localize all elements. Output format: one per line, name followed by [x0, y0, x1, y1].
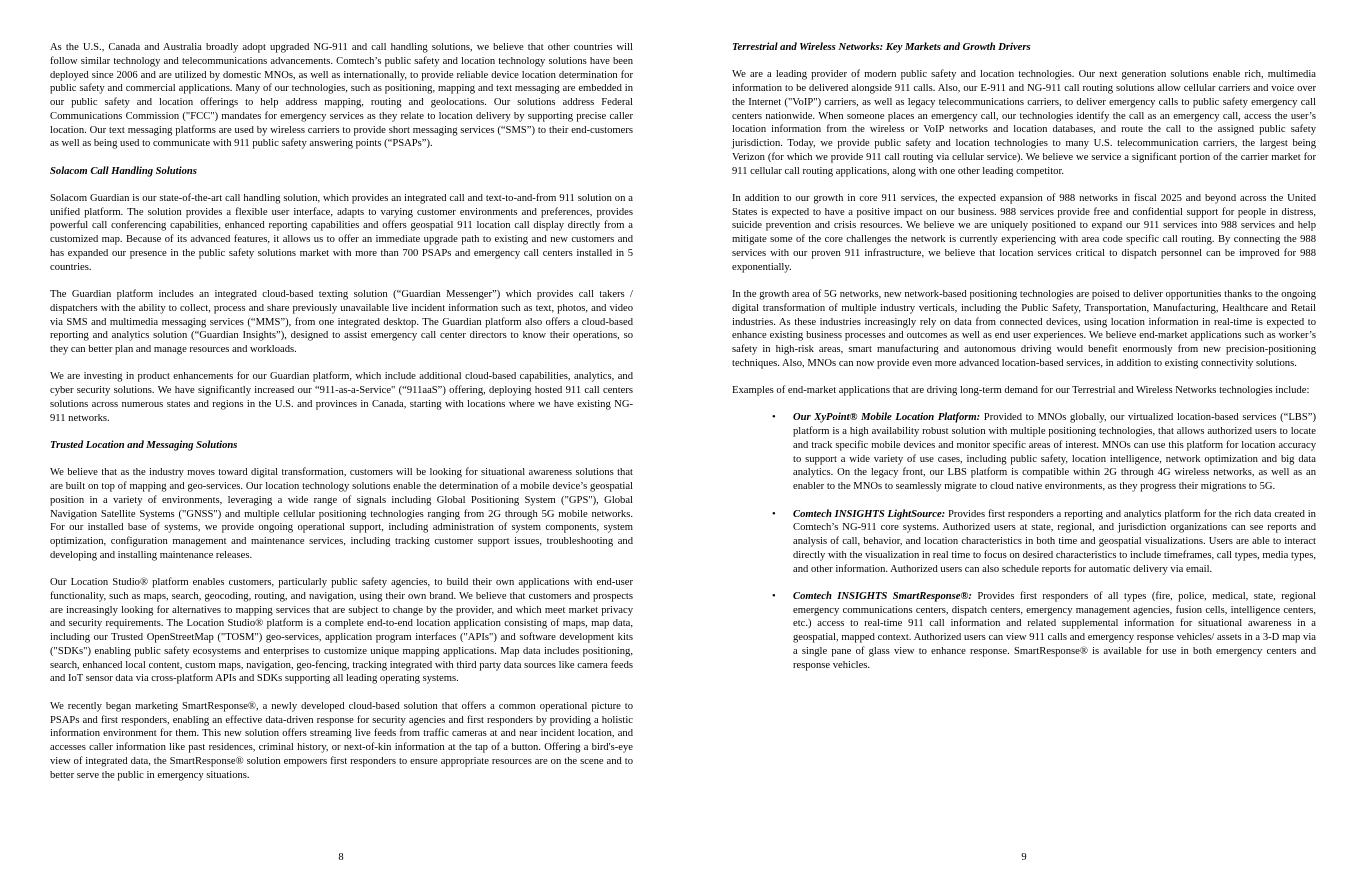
left-page	[0, 0, 682, 889]
bullet-icon: •	[772, 412, 776, 424]
applications-list	[732, 411, 1316, 672]
intro-paragraph: As the U.S., Canada and Australia broadly adopt upgraded NG-911 and call handling solutions, we believe that other countries will follow similar technology and telecommunications advancements. Comtech’s public safety and location technology solutions have been deployed since 2006 and are utilized by domestic MNOs, as well as internationally, to provide reliable device location determination for public safety and commercial applications. Many of our technologies, such as positioning, mapping and text messaging are embedded in our public safety and location offerings to help address mapping, routing and geolocations. Our solutions address Federal Communications Commission ("FCC") mandates for emergency services as they relate to location delivery by supporting precise caller location. Our text messaging platforms are used by wireless carriers to provide short messaging services (“SMS”) to their end-customers as well as being used to communicate with 911 public safety answering points (“PSAPs”).	[50, 42, 633, 150]
list-item	[732, 508, 1316, 577]
terrestrial-paragraph: In addition to our growth in core 911 services, the expected expansion of 988 networks in fiscal 2025 and beyond across the United States is expected to have a positive impact on our business. 988 services provide free and confidential support for people in distress, suicide prevention and crisis resources. We believe we are uniquely positioned to expand our 911 services into 988 services and help mitigate some of the core challenges the network is currently experiencing with area code specific call routing. By connecting the 988 services with our proven 911 infrastructure, we believe that location services critical to dispatch personnel can be improved for 988 exponentially.	[732, 192, 1316, 273]
bullet-lead: Comtech INSIGHTS SmartResponse®:	[793, 590, 972, 602]
list-item	[732, 590, 1316, 673]
bullet-icon: •	[772, 508, 776, 520]
terrestrial-paragraph: We are a leading provider of modern public safety and location technologies. Our next generation solutions enable rich, multimedia information to be delivered alongside 911 calls. Also, our E-911 and NG-911 call routing solutions allow cellular carriers and voice over the Internet ("VoIP") carriers, as well as legacy telecommunications carriers, to deliver emergency calls to public safety emergency call centers nationwide. When someone places an emergency call, our technologies identify the call as an emergency call, access the user’s location information from the wireless or VoIP networks and location databases, and route the call to the assigned public safety jurisdiction. Today, we provide public safety and location technologies to many U.S. telecommunication carriers, the largest being Verizon (for which we provide 911 call routing via cellular service). We believe we service a significant portion of the carrier market for 911 cellular call routing applications, along with one other leading competitor.	[732, 69, 1316, 177]
solacom-paragraph: We are investing in product enhancements for our Guardian platform, which include additional cloud-based capabilities, analytics, and cyber security solutions. We have significantly increased our “911-as-a-Service" (“911aaS”) offering, deploying hosted 911 call centers solutions across numerous states and regions in the U.S. and provinces in Canada, starting with locations where we have existing NG-911 networks.	[50, 371, 633, 424]
page-number-right: 9	[1021, 852, 1027, 863]
solacom-paragraph: Solacom Guardian is our state-of-the-art call handling solution, which provides an integrated call and text-to-and-from 911 solution on a unified platform. The solution provides a flexible user interface, adapts to varying customer environments and preferences, provides powerful call conferencing capabilities, enhanced reporting capabilities and offers geospatial 911 location call display directly from a customized map. Because of its advanced features, it allows us to offer an immediate upgrade path to existing and new customers and has expanded our presence in the public safety solutions market with more than 700 PSAPs and emergency call centers installed in 5 countries.	[50, 192, 633, 273]
bullet-lead: Comtech INSIGHTS LightSource:	[793, 508, 946, 520]
trusted-paragraph: Our Location Studio® platform enables customers, particularly public safety agencies, to build their own applications with end-user functionality, such as maps, search, geocoding, routing, and navigation, using their own brand. We believe that customers and prospects are increasingly looking for alternatives to mapping services that are subject to change by the provider, and which meet market privacy and security requirements. The Location Studio® platform is a complete end-to-end location application consisting of maps, map data, including our Trusted OpenStreetMap ("TOSM") geo-services, application program interfaces ("APIs") and software development kits ("SDKs") enabling public safety ecosystems and enterprises to customize unique mapping applications. Map data includes positioning, search, enhanced local content, custom maps, navigation, geo-fencing, tracking integrated with third party data sources like camera feeds and IoT sensor data via cross-platform APIs and SDKs supporting all leading operating systems.	[50, 577, 633, 685]
bullet-lead: Our XyPoint® Mobile Location Platform:	[793, 412, 981, 424]
trusted-paragraph: We recently began marketing SmartResponse®, a newly developed cloud-based solution that offers a common operational picture to PSAPs and first responders, enabling an effective data-driven response for security agencies and first responders by providing a holistic information environment for them. This new solution offers streaming live feeds from traffic cameras at and near incident location, and accesses caller information like past residences, criminal history, or next-of-kin information at the tap of a button. Offering a bird's-eye view of integrated data, the SmartResponse® solution empowers first responders to ensure appropriate resources are on the scene and to better serve the public in emergency situations.	[50, 700, 633, 781]
trusted-paragraph: We believe that as the industry moves toward digital transformation, customers will be looking for situational awareness solutions that are built on top of mapping and geo-services. Our location technology solutions enable the determination of a mobile device’s geospatial position in a variety of environments, leveraging a wide range of signals including Global Positioning System ("GPS"), Global Navigation Satellite Systems ("GNSS") and multiple cellular positioning technologies ranging from 2G through 5G mobile networks. For our installed base of systems, we provide ongoing operational support, including administration of system components, system optimization, configuration management and maintenance services, including tracking customer support issues, troubleshooting and developing and installing maintenance releases.	[50, 467, 633, 561]
bullet-text: Provided to MNOs globally, our virtualized location-based services (“LBS”) platform is a high availability robust solution with multiple positioning technologies, that allows authorized users to locate and track specific mobile devices and monitor specific areas of interest. MNOs can use this platform for location accuracy to support a wide variety of use cases, including public safety, location intelligence, network optimization and big data analytics. On the legacy front, our LBS platform is compatible within 2G through 4G wireless networks, as well as an enabler to the MNOs to seamlessly migrate to cloud native environments, as they progress their migrations to 5G.	[793, 412, 1316, 493]
bullet-text: Provides first responders of all types (fire, police, medical, state, regional emergency communications centers, dispatch centers, emergency management agencies, fusion cells, intelligence centers, etc.) access to real-time 911 call information and related supplemental information for situational awareness in a geospatial, mapped context. Authorized users can view 911 calls and emergency response vehicles/ assets in a 3-D map via a single pane of glass view to enhance response. SmartResponse® is available for use in both emergency centers and response vehicles.	[793, 590, 1316, 671]
left-page-body	[50, 41, 633, 796]
right-page-body	[732, 41, 1316, 686]
page-number-left: 8	[338, 852, 344, 863]
bullet-text: Provides first responders a reporting and analytics platform for the rich data created in Comtech’s NG-911 core systems. Authorized users at state, regional, and jurisdiction organizations can see reports and analysis of call, behavior, and location characteristics in both time and geospatial visualizations. Users are able to interact directly with the visualization in real time to focus on desired characteristics to include timeframes, call types, media types, and other information. Authorized users can also schedule reports for automatic delivery via email.	[793, 508, 1316, 575]
list-item	[732, 411, 1316, 494]
solacom-paragraph: The Guardian platform includes an integrated cloud-based texting solution (“Guardian Messenger”) which provides call takers / dispatchers with the ability to collect, process and share previously unavailable live incident information such as text, photos, and video via SMS and multimedia messaging services (“MMS”), from one integrated desktop. The Guardian platform also offers a cloud-based reporting and analytics solution (“Guardian Insights”), designed to assist emergency call center directors to know their operations, so they can better plan and manage resources and workloads.	[50, 289, 633, 356]
heading-solacom: Solacom Call Handling Solutions	[50, 165, 197, 177]
terrestrial-paragraph: In the growth area of 5G networks, new network-based positioning technologies are poised to deliver opportunities thanks to the ongoing digital transformation of multiple industry verticals, including the Public Safety, Transportation, Manufacturing, Healthcare and Retail industries. As these industries increasingly rely on data from connected devices, using location information in real-time is expected to enhance existing business processes and outcomes as well as end user experiences. We believe end-market applications such as worker’s safety in high-risk areas, smart manufacturing and autonomous driving would benefit enormously from new precision-positioning techniques. Also, MNOs can now provide even more advanced location-based services, in addition to existing connectivity solutions.	[732, 289, 1316, 369]
heading-trusted-location: Trusted Location and Messaging Solutions	[50, 439, 238, 451]
bullet-icon: •	[772, 590, 776, 602]
terrestrial-paragraph: Examples of end-market applications that are driving long-term demand for our Terrestrial and Wireless Networks technologies include:	[732, 385, 1310, 397]
right-page	[683, 0, 1365, 889]
heading-terrestrial-wireless: Terrestrial and Wireless Networks: Key Markets and Growth Drivers	[732, 42, 1031, 53]
